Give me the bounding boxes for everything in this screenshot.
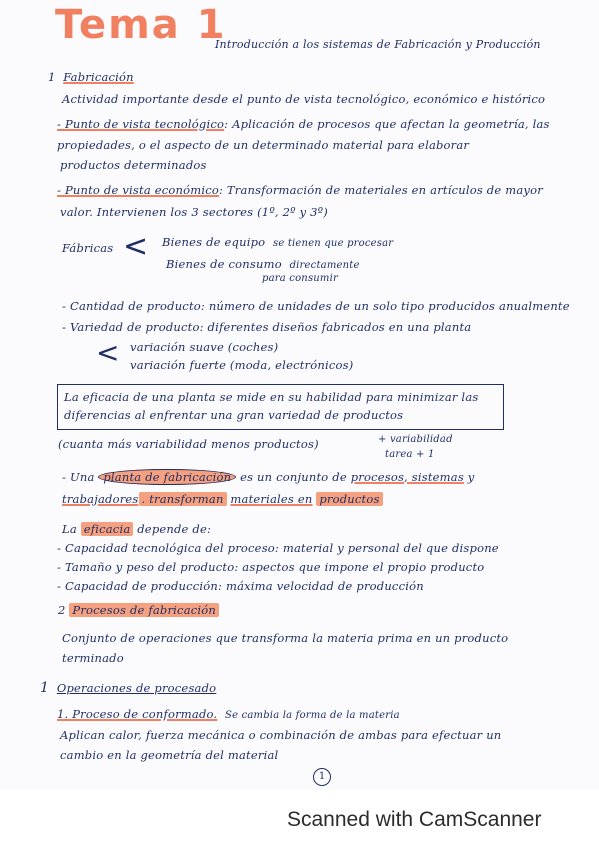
- section-2-text-1: Conjunto de operaciones que transforma la materia prima en un producto: [62, 631, 509, 645]
- brace-icon: <: [123, 229, 149, 264]
- section-3-sub: 1. Proceso de conformado. Se cambia la forma de la materia: [57, 707, 400, 721]
- page-title: Tema 1: [55, 2, 227, 48]
- eco-viewpoint-line-2: valor. Intervienen los 3 sectores (1º, 2º y 3º): [60, 205, 328, 219]
- page-subtitle: Introducción a los sistemas de Fabricación y Producción: [215, 38, 541, 51]
- section-2-text-2: terminado: [62, 651, 124, 665]
- planta-highlight: planta de fabricación: [98, 469, 236, 485]
- section-3-text-1: Aplican calor, fuerza mecánica o combinación de ambas para efectuar un: [60, 728, 502, 742]
- tech-viewpoint-line-2: propiedades, o el aspecto de un determinado material para elaborar: [57, 138, 470, 152]
- brace-icon: <: [96, 336, 120, 369]
- section-2-heading: 2 Procesos de fabricación: [58, 603, 219, 617]
- bullet-cantidad: - Cantidad de producto: número de unidades de un solo tipo producidos anualmente: [62, 299, 570, 313]
- variacion-1: variación suave (coches): [130, 340, 279, 354]
- planta-line-1: - Una planta de fabricación es un conjunto de procesos, sistemas y: [62, 470, 475, 484]
- cuanta-note-1: + variabilidad: [378, 434, 453, 445]
- boxed-line-1: La eficacia de una planta se mide en su habilidad para minimizar las: [64, 390, 479, 404]
- dependency-2: - Tamaño y peso del producto: aspectos que impone el propio producto: [57, 560, 485, 574]
- fabricas-item-2-note: para consumir: [262, 273, 338, 284]
- boxed-line-2: diferencias al enfrentar una gran variedad de productos: [64, 408, 404, 422]
- section-3-heading-text: Operaciones de procesado: [56, 681, 217, 695]
- section-1-heading-text: Fabricación: [63, 70, 134, 84]
- section-3-text-2: cambio en la geometría del material: [60, 748, 279, 762]
- fabricas-item-1: Bienes de equipo se tienen que procesar: [162, 235, 394, 249]
- fabricas-item-2: Bienes de consumo directamente: [166, 257, 360, 271]
- section-2-heading-text: Procesos de fabricación: [69, 603, 219, 617]
- dependency-1: - Capacidad tecnológica del proceso: material y personal del que dispone: [57, 541, 499, 555]
- eficacia-line: La eficacia depende de:: [62, 522, 212, 536]
- eco-viewpoint-line-1: - Punto de vista económico: Transformación de materiales en artículos de mayor: [57, 183, 543, 197]
- bullet-variedad: - Variedad de producto: diferentes diseños fabricados en una planta: [62, 320, 472, 334]
- section-1-heading: 1 Fabricación: [48, 70, 134, 84]
- fabricas-label: Fábricas: [62, 241, 114, 255]
- dependency-3: - Capacidad de producción: máxima velocidad de producción: [57, 579, 424, 593]
- tech-viewpoint-line-1: - Punto de vista tecnológico: Aplicación de procesos que afectan la geometría, las: [57, 117, 550, 131]
- scanner-watermark: Scanned with CamScanner: [287, 808, 542, 831]
- tech-viewpoint-line-3: productos determinados: [60, 158, 207, 172]
- section-1-intro: Actividad importante desde el punto de vista tecnológico, económico e histórico: [62, 92, 546, 106]
- section-3-heading: 1 Operaciones de procesado: [40, 680, 217, 696]
- cuanta-note-2: tarea + 1: [385, 449, 435, 460]
- page-number: 1: [313, 768, 331, 786]
- planta-line-2: trabajadores . transforman materiales en productos: [62, 492, 383, 506]
- variacion-2: variación fuerte (moda, electrónicos): [130, 358, 354, 372]
- cuanta-mas: (cuanta más variabilidad menos productos): [58, 437, 319, 451]
